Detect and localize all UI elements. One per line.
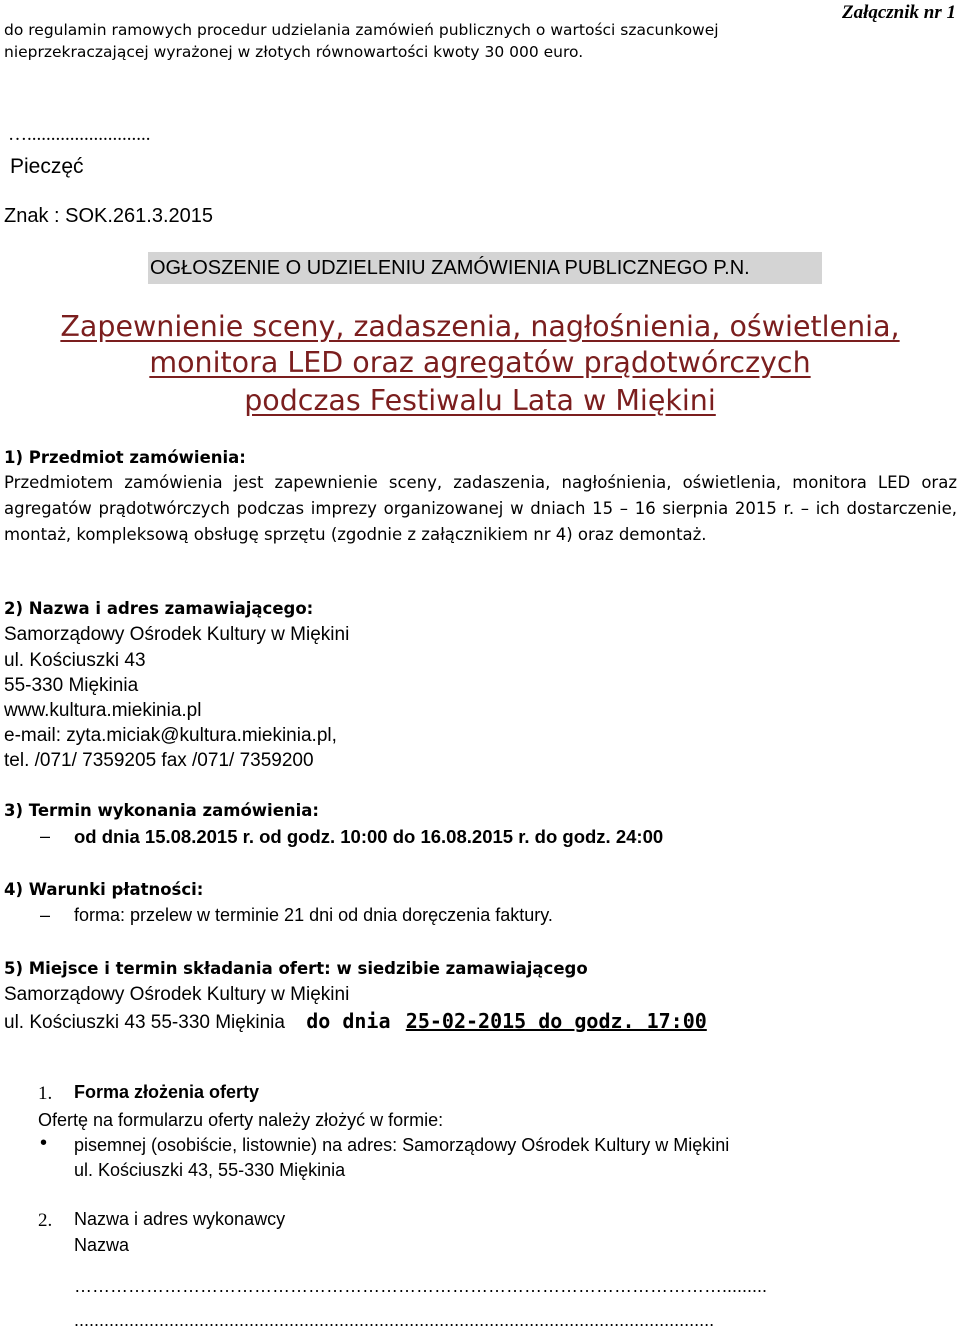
dash-marker: –	[40, 826, 51, 846]
section-1-heading: 1) Przedmiot zamówienia:	[4, 448, 246, 467]
stamp-dots: …..........................	[8, 124, 151, 145]
section-2-heading: 2) Nazwa i adres zamawiającego:	[4, 599, 314, 618]
deadline-prefix: do dnia	[306, 1009, 391, 1033]
contractor-heading: Nazwa i adres wykonawcy	[74, 1209, 286, 1229]
offer-form-item-line-1: pisemnej (osobiście, listownie) na adres: Samorządowy Ośrodek Kultury w Miękini	[74, 1135, 730, 1155]
contractor-dots-line-2: ................................................................................................................................	[74, 1310, 715, 1330]
buyer-website: www.kultura.miekinia.pl	[4, 700, 202, 721]
section-1-body: Przedmiotem zamówienia jest zapewnienie sceny, zadaszenia, nagłośnienia, oświetlenia, monitora LED oraz agregatów prądotwórczych podczas imprezy organizowanej w dniach 15 – 16 sierpnia 2015 r. – ich dostarczenie, montaż, kompleksową obsługę sprzętu (zgodnie z załącznikiem nr 4) oraz demontaż.	[4, 473, 957, 544]
announcement-heading: OGŁOSZENIE O UDZIELENIU ZAMÓWIENIA PUBLICZNEGO P.N.	[148, 252, 822, 284]
contractor-dots-line-1: ……………………………………………………………………………………………….........	[74, 1276, 768, 1296]
regulation-line-1: do regulamin ramowych procedur udzielania zamówień publicznych o wartości szacunkowej	[4, 21, 719, 39]
buyer-phone: tel. /071/ 7359205 fax /071/ 7359200	[4, 750, 314, 771]
stamp-label: Pieczęć	[10, 155, 84, 178]
list-number-2: 2.	[38, 1210, 53, 1231]
submission-place-name: Samorządowy Ośrodek Kultury w Miękini	[4, 984, 350, 1005]
reference-number: Znak : SOK.261.3.2015	[4, 205, 214, 227]
list-number-1: 1.	[38, 1083, 53, 1104]
offer-form-intro: Ofertę na formularzu oferty należy złożyć w formie:	[38, 1110, 444, 1130]
title-line-3: podczas Festiwalu Lata w Miękini	[244, 384, 716, 417]
offer-form-heading: Forma złożenia oferty	[74, 1082, 260, 1102]
attachment-label: Załącznik nr 1	[841, 2, 956, 23]
title-line-1: Zapewnienie sceny, zadaszenia, nagłośnienia, oświetlenia,	[60, 310, 900, 343]
submission-deadline: 25-02-2015 do godz. 17:00	[405, 1009, 707, 1033]
submission-address-text: ul. Kościuszki 43 55-330 Miękinia	[4, 1012, 285, 1033]
title-line-2: monitora LED oraz agregatów prądotwórczych	[149, 346, 811, 379]
submission-address	[4, 1008, 707, 1036]
dash-marker: –	[40, 905, 51, 925]
section-5-heading: 5) Miejsce i termin składania ofert: w siedzibie zamawiającego	[4, 959, 588, 978]
payment-terms: forma: przelew w terminie 21 dni od dnia doręczenia faktury.	[74, 905, 553, 925]
buyer-email: e-mail: zyta.miciak@kultura.miekinia.pl,	[4, 725, 337, 746]
execution-period: od dnia 15.08.2015 r. od godz. 10:00 do 16.08.2015 r. do godz. 24:00	[74, 826, 664, 847]
contractor-name-label: Nazwa	[74, 1235, 130, 1255]
buyer-city: 55-330 Miękinia	[4, 675, 139, 696]
section-3-heading: 3) Termin wykonania zamówienia:	[4, 801, 320, 820]
section-4-heading: 4) Warunki płatności:	[4, 880, 204, 899]
regulation-line-2: nieprzekraczającej wyrażonej w złotych równowartości kwoty 30 000 euro.	[4, 43, 584, 61]
offer-form-item-line-2: ul. Kościuszki 43, 55-330 Miękinia	[74, 1160, 346, 1180]
bullet-icon: •	[40, 1132, 48, 1154]
buyer-street: ul. Kościuszki 43	[4, 650, 146, 671]
buyer-name: Samorządowy Ośrodek Kultury w Miękini	[4, 624, 350, 645]
